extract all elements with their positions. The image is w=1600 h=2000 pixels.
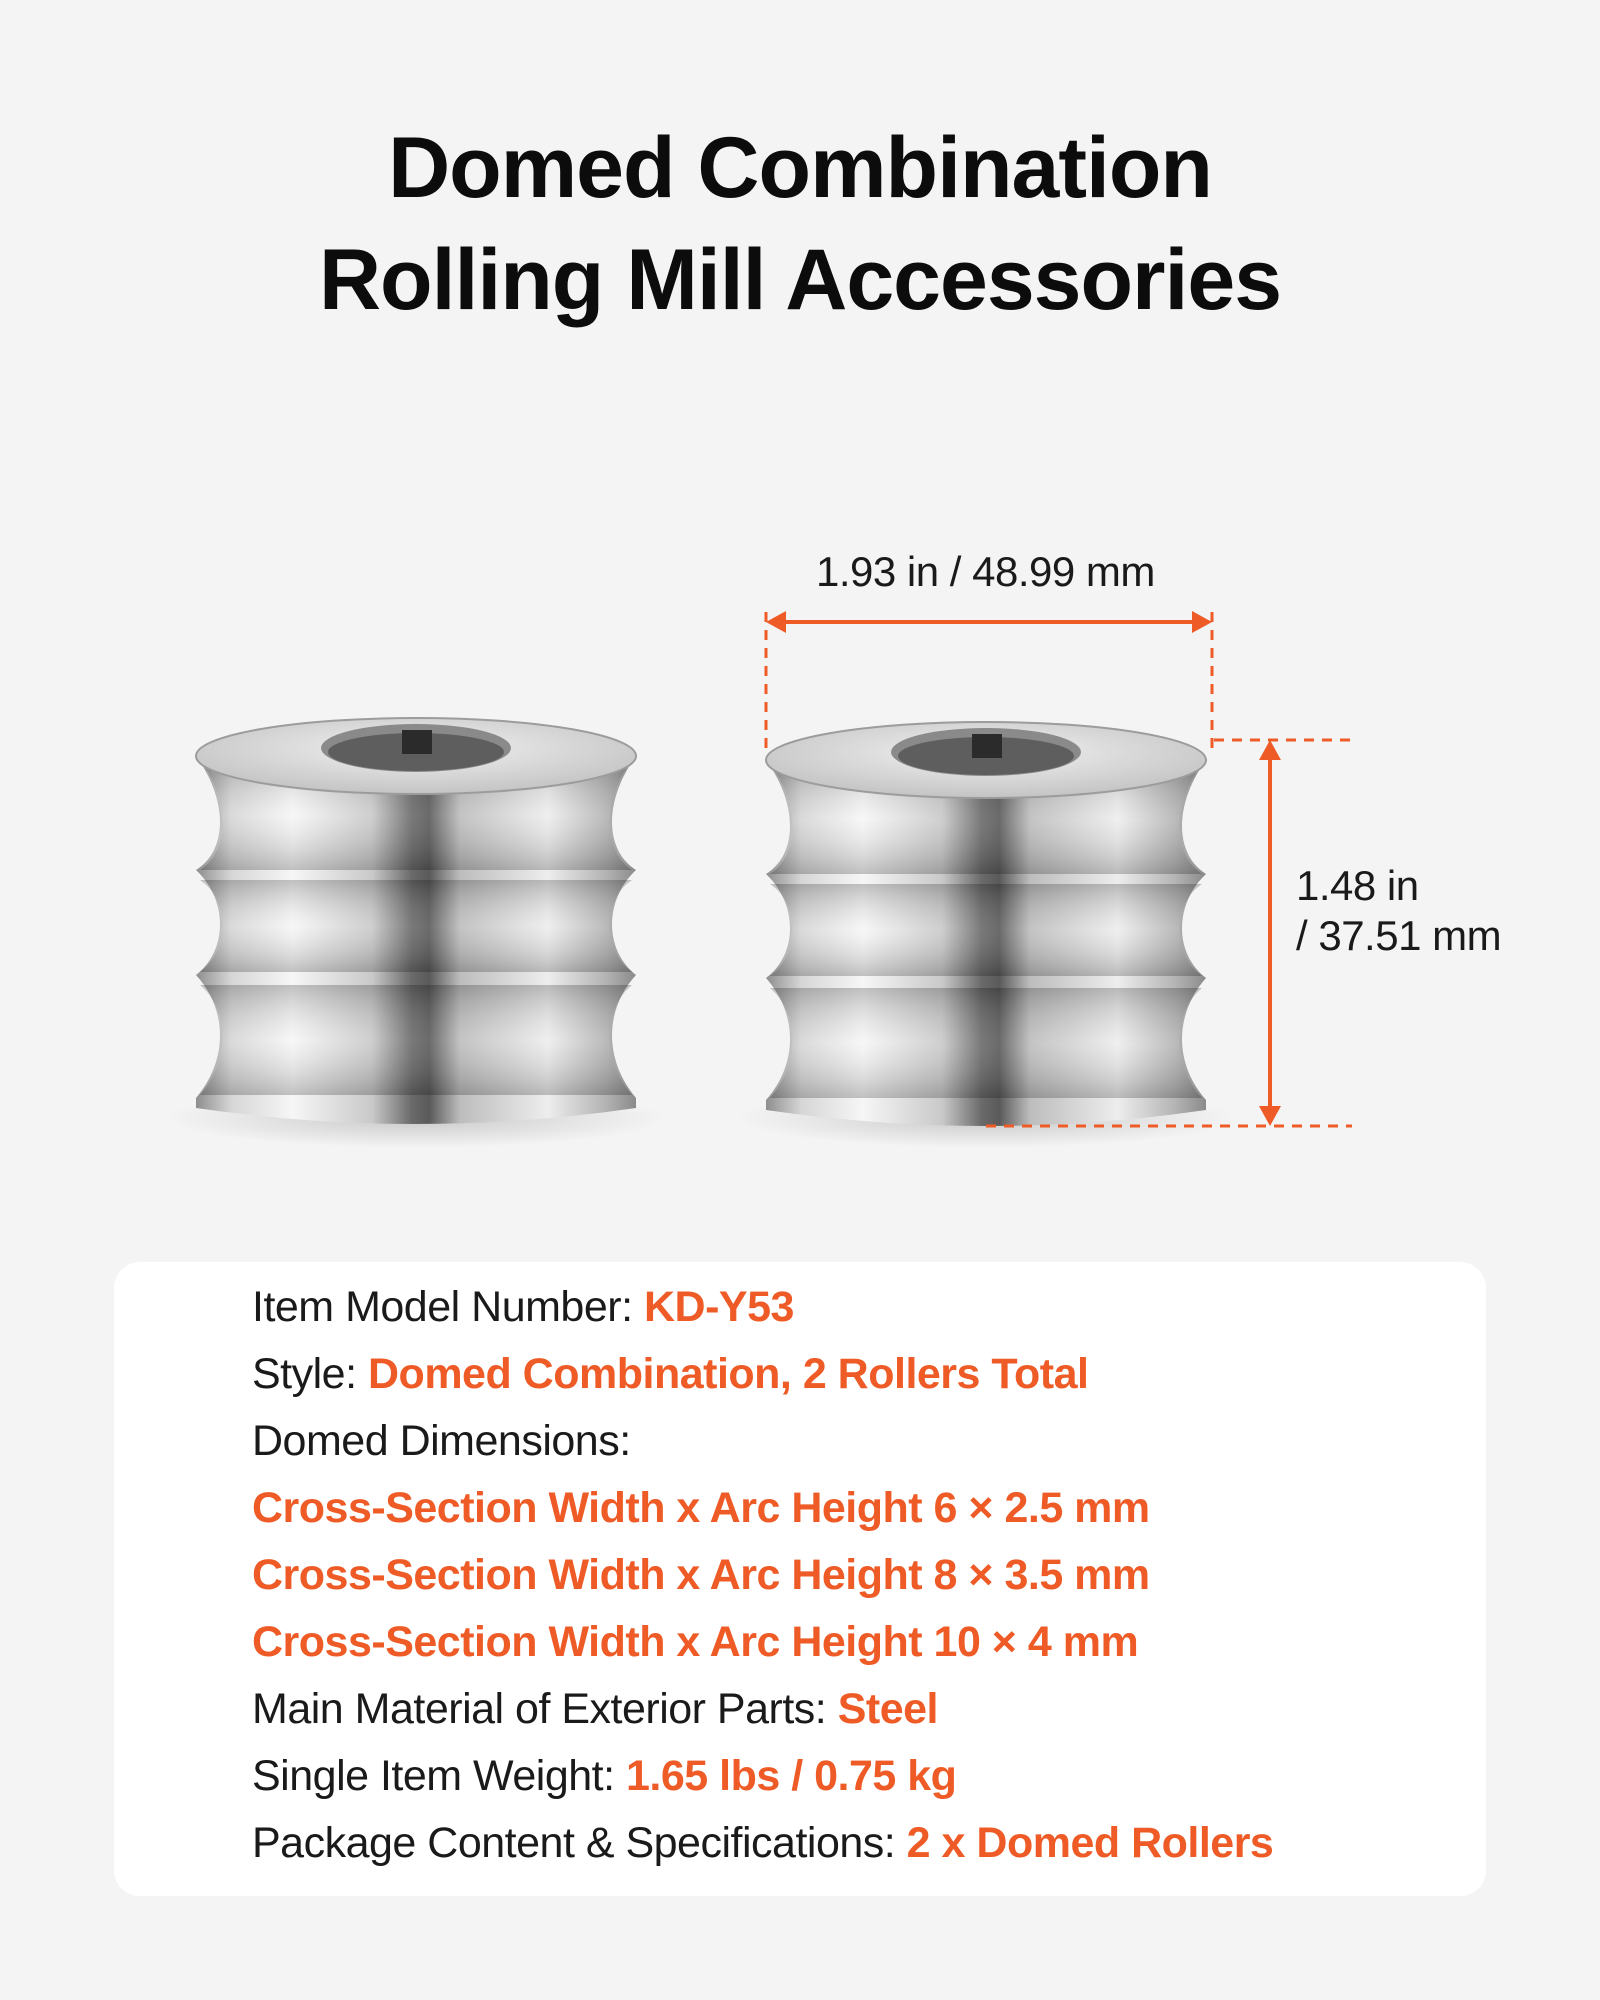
roller-left [166,718,666,1148]
spec-dimension-10x4 [252,1609,1472,1676]
spec-style [252,1341,1472,1408]
spec-value: 1.65 lbs / 0.75 kg [626,1752,957,1800]
spec-label: Single Item Weight: [252,1752,626,1800]
spec-package-content [252,1810,1472,1877]
spec-domed-dimensions [252,1408,1472,1475]
spec-weight [252,1743,1472,1810]
spec-list [252,1274,1472,1877]
spec-value: Domed Combination, 2 Rollers Total [368,1350,1089,1398]
height-label-line-1: 1.48 in [1296,862,1419,909]
spec-value: Cross-Section Width x Arc Height 6 × 2.5 mm [252,1484,1150,1532]
roller-right [736,722,1236,1148]
spec-label: Package Content & Specifications: [252,1819,907,1867]
spec-dimension-6x2-5 [252,1475,1472,1542]
spec-value: 2 x Domed Rollers [906,1819,1274,1867]
spec-value: Steel [837,1685,938,1733]
spec-label: Style: [252,1350,368,1398]
spec-value: Cross-Section Width x Arc Height 8 × 3.5 mm [252,1551,1150,1599]
spec-model-number [252,1274,1472,1341]
height-label-line-2: / 37.51 mm [1296,912,1502,959]
width-label: 1.93 in / 48.99 mm [816,548,1155,595]
spec-value: KD-Y53 [643,1283,794,1331]
spec-value: Cross-Section Width x Arc Height 10 × 4 mm [252,1618,1139,1666]
spec-label: Main Material of Exterior Parts: [252,1685,838,1733]
spec-dimension-8x3-5 [252,1542,1472,1609]
spec-material [252,1676,1472,1743]
title-line-2: Rolling Mill Accessories [318,232,1282,328]
spec-label: Item Model Number: [252,1283,644,1331]
title-line-1: Domed Combination [388,120,1212,216]
spec-label: Domed Dimensions: [252,1417,631,1465]
